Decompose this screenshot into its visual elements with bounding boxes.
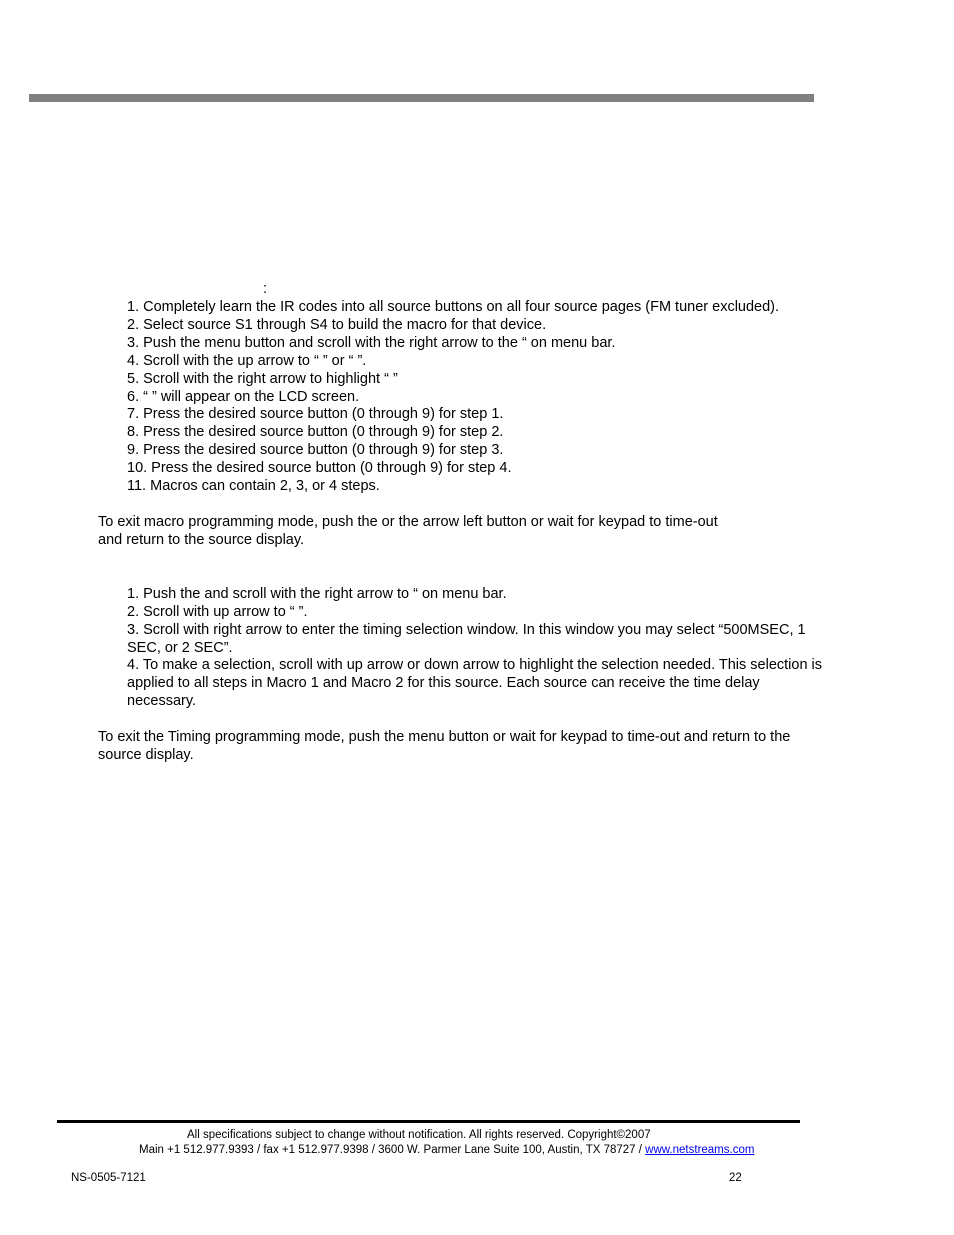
footer-contact [139,1143,754,1157]
header-rule [29,94,814,102]
macro-step: 1. Completely learn the IR codes into all source buttons on all four source pages (FM tuner excluded). [127,299,780,315]
timing-step: 2. Scroll with up arrow to “ ”. [127,604,308,620]
macro-step: 6. “ ” will appear on the LCD screen. [127,389,360,405]
macro-step: 7. Press the desired source button (0 through 9) for step 1. [127,406,504,422]
footer-notice: All specifications subject to change without notification. All rights reserved. Copyright©2007 [187,1129,651,1141]
footer-rule [57,1120,800,1123]
timing-step: 1. Push the and scroll with the right arrow to “ on menu bar. [127,586,507,602]
timing-step: SEC, or 2 SEC”. [127,640,233,656]
macro-step: 11. Macros can contain 2, 3, or 4 steps. [127,478,380,494]
website-link[interactable]: www.netstreams.com [645,1144,755,1156]
page-number: 22 [729,1172,742,1184]
macro-exit-text: and return to the source display. [98,532,305,548]
timing-step: applied to all steps in Macro 1 and Macro 2 for this source. Each source can receive the time delay [127,675,760,691]
macro-exit-text: To exit macro programming mode, push the or the arrow left button or wait for keypad to time-out [98,514,718,530]
timing-exit-text: To exit the Timing programming mode, push the menu button or wait for keypad to time-out and return to the [98,729,791,745]
timing-step: 4. To make a selection, scroll with up arrow or down arrow to highlight the selection needed. This selection is [127,657,823,673]
macro-step: 9. Press the desired source button (0 through 9) for step 3. [127,442,504,458]
macro-step: 3. Push the menu button and scroll with the right arrow to the “ on menu bar. [127,335,616,351]
footer-contact-text: Main +1 512.977.9393 / fax +1 512.977.9398 / 3600 W. Parmer Lane Suite 100, Austin, TX 78727 / [139,1144,646,1156]
document-number: NS-0505-7121 [71,1172,146,1184]
timing-step: necessary. [127,693,197,709]
macro-step: 2. Select source S1 through S4 to build the macro for that device. [127,317,547,333]
macro-step: 10. Press the desired source button (0 through 9) for step 4. [127,460,512,476]
timing-exit-text: source display. [98,747,194,763]
macro-step: 5. Scroll with the right arrow to highlight “ ” [127,371,398,387]
macro-step: 8. Press the desired source button (0 through 9) for step 2. [127,424,504,440]
macro-step: 4. Scroll with the up arrow to “ ” or “ ”. [127,353,367,369]
macro-heading-colon: : [263,281,268,297]
timing-step: 3. Scroll with right arrow to enter the timing selection window. In this window you may select “500MSEC, 1 [127,622,806,638]
